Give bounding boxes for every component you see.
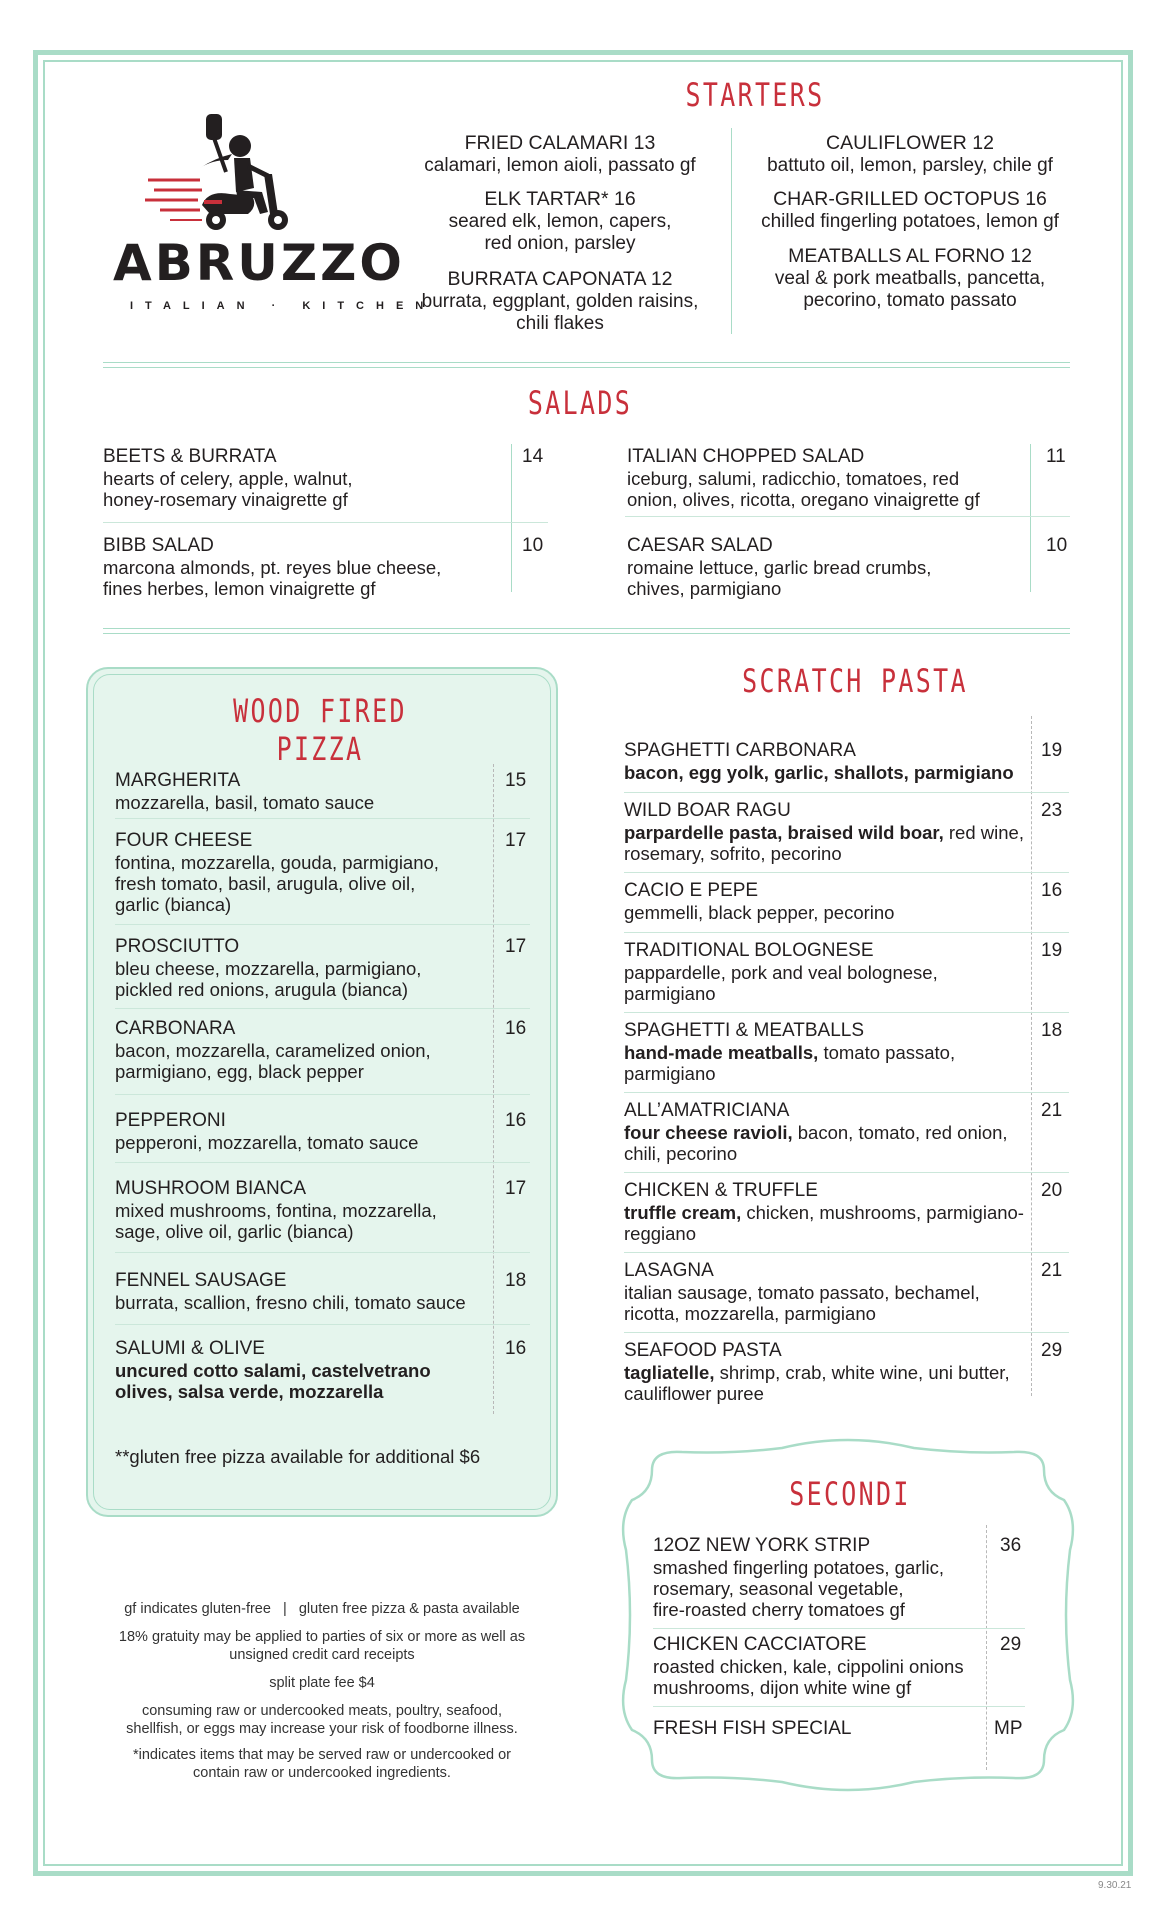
pasta-row-divider <box>624 1092 1069 1093</box>
note-split-plate: split plate fee $4 <box>269 1675 375 1691</box>
pasta-item-desc-bold: parpardelle pasta, braised wild boar, <box>624 822 944 843</box>
pasta-item-desc-regular: italian sausage, tomato passato, bechamel, <box>624 1282 980 1303</box>
secondi-ny-strip: 12OZ NEW YORK STRIP smashed fingerling potatoes, garlic, rosemary, seasonal vegetable, fire-roasted cherry tomatoes gf <box>653 1535 945 1620</box>
pasta-item-desc-line2: cauliflower puree <box>624 1383 764 1404</box>
pasta-row-divider <box>624 792 1069 793</box>
logo-wordmark: ABRUZZO <box>113 234 405 292</box>
starters-title: STARTERS <box>685 76 825 114</box>
pizza-mushroom-bianca: MUSHROOM BIANCA mixed mushrooms, fontina, mozzarella, sage, olive oil, garlic (bianca) <box>115 1178 437 1242</box>
note-raw-line2: shellfish, or eggs may increase your risk of foodborne illness. <box>126 1721 518 1737</box>
pasta-item-price: 16 <box>1041 880 1063 901</box>
pasta-item <box>624 1100 1039 1164</box>
pasta-item-desc-line2: rosemary, sofrito, pecorino <box>624 843 842 864</box>
pizza-fennel-sausage: FENNEL SAUSAGE burrata, scallion, fresno chili, tomato sauce <box>115 1270 466 1313</box>
pizza-row-divider <box>115 1162 530 1163</box>
notes-block <box>86 1600 558 1782</box>
starter-elk-tartar: ELK TARTAR* 16 seared elk, lemon, capers, red onion, parsley <box>448 188 672 254</box>
pasta-item-price: 21 <box>1041 1100 1063 1121</box>
pasta-item-name: SEAFOOD PASTA <box>624 1340 782 1361</box>
pasta-item <box>624 740 1039 783</box>
pasta-item-desc-line1 <box>624 762 1039 783</box>
pasta-item <box>624 880 1039 923</box>
pasta-row-divider <box>624 1172 1069 1173</box>
pasta-row-divider <box>624 932 1069 933</box>
pizza-title: WOOD FIRED PIZZA <box>233 692 407 768</box>
pasta-item-desc-bold: tagliatelle, <box>624 1362 715 1383</box>
pasta-item-name: ALL’AMATRICIANA <box>624 1100 790 1121</box>
secondi-fresh-fish-price: MP <box>994 1718 1023 1739</box>
pizza-salumi-olive: SALUMI & OLIVE uncured cotto salami, castelvetrano olives, salsa verde, mozzarella <box>115 1338 431 1402</box>
starter-cauliflower: CAULIFLOWER 12 battuto oil, lemon, parsley, chile gf <box>767 132 1053 176</box>
pasta-title: SCRATCH PASTA <box>742 662 968 700</box>
salad-italian-chopped: ITALIAN CHOPPED SALAD iceburg, salumi, radicchio, tomatoes, red onion, olives, ricotta, oregano vinaigrette gf <box>627 446 980 510</box>
salads-title: SALADS <box>527 384 633 422</box>
date-code: 9.30.21 <box>1098 1880 1132 1891</box>
pasta-item-name: WILD BOAR RAGU <box>624 800 791 821</box>
secondi-title: SECONDI <box>789 1475 911 1513</box>
pasta-item-name: CACIO E PEPE <box>624 880 759 901</box>
pasta-item-price: 20 <box>1041 1180 1063 1201</box>
pasta-item-name: TRADITIONAL BOLOGNESE <box>624 940 874 961</box>
note-star-line1: *indicates items that may be served raw or undercooked or <box>133 1747 511 1763</box>
pasta-item <box>624 1180 1039 1244</box>
pasta-item-desc-regular: gemmelli, black pepper, pecorino <box>624 902 895 923</box>
pasta-item-desc-regular: red wine, <box>943 822 1024 843</box>
pizza-mushroom-bianca-price: 17 <box>505 1178 527 1199</box>
pasta-item-desc-bold: hand-made meatballs, <box>624 1042 819 1063</box>
pasta-row-divider <box>624 1332 1069 1333</box>
pasta-item <box>624 1260 1039 1324</box>
pizza-row-divider <box>115 1094 530 1095</box>
pizza-carbonara: CARBONARA bacon, mozzarella, caramelized onion, parmigiano, egg, black pepper <box>115 1018 431 1082</box>
secondi-ny-strip-price: 36 <box>1000 1535 1022 1556</box>
pasta-item-desc-regular: tomato passato, <box>818 1042 956 1063</box>
pasta-item-desc-line2: reggiano <box>624 1223 697 1244</box>
pasta-item-desc-line1 <box>624 822 1039 843</box>
salads-row-divider-right <box>625 516 1070 517</box>
pasta-item-desc-line2: parmigiano <box>624 983 716 1004</box>
starter-octopus: CHAR-GRILLED OCTOPUS 16 chilled fingerling potatoes, lemon gf <box>761 188 1059 232</box>
pizza-row-divider <box>115 1008 530 1009</box>
pizza-pepperoni: PEPPERONI pepperoni, mozzarella, tomato sauce <box>115 1110 419 1153</box>
pasta-item-desc-regular: bacon, tomato, red onion, <box>792 1122 1008 1143</box>
pasta-item-price: 19 <box>1041 940 1063 961</box>
starter-meatballs: MEATBALLS AL FORNO 12 veal & pork meatballs, pancetta, pecorino, tomato passato <box>774 245 1046 311</box>
section-rule <box>103 362 1070 368</box>
secondi-chicken-cacciatore: CHICKEN CACCIATORE roasted chicken, kale, cippolini onions mushrooms, dijon white wine gf <box>653 1634 964 1698</box>
pasta-item-price: 23 <box>1041 800 1063 821</box>
note-gluten-free: gf indicates gluten-free | gluten free pizza & pasta available <box>124 1601 520 1617</box>
salad-bibb-price: 10 <box>522 535 544 556</box>
pizza-fennel-sausage-price: 18 <box>505 1270 527 1291</box>
pasta-item-price: 19 <box>1041 740 1063 761</box>
note-gratuity-line1: 18% gratuity may be applied to parties of six or more as well as <box>118 1629 526 1645</box>
pasta-item <box>624 1340 1039 1404</box>
pasta-item-desc-line1 <box>624 902 1039 923</box>
pasta-item-name: SPAGHETTI & MEATBALLS <box>624 1020 865 1041</box>
pizza-margherita: MARGHERITA mozzarella, basil, tomato sauce <box>115 770 375 813</box>
starter-burrata-caponata: BURRATA CAPONATA 12 burrata, eggplant, golden raisins, chili flakes <box>421 268 699 334</box>
pasta-item-desc-line2: parmigiano <box>624 1063 716 1084</box>
note-gratuity-line2: unsigned credit card receipts <box>229 1647 415 1663</box>
pizza-prosciutto-price: 17 <box>505 936 527 957</box>
pasta-item-desc-line1 <box>624 1202 1039 1223</box>
pasta-item-price: 18 <box>1041 1020 1063 1041</box>
starters-divider <box>731 128 732 334</box>
pizza-margherita-price: 15 <box>505 770 527 791</box>
pizza-row-divider <box>115 1252 530 1253</box>
pizza-gluten-free-note: **gluten free pizza available for additional $6 <box>115 1446 481 1467</box>
pasta-item-price: 21 <box>1041 1260 1063 1281</box>
logo-tagline: ITALIAN · KITCHEN <box>130 300 436 312</box>
salad-beets-burrata-price: 14 <box>522 446 544 467</box>
pasta-item-desc-line1 <box>624 1282 1039 1303</box>
pasta-item-desc-bold: bacon, egg yolk, garlic, shallots, parmigiano <box>624 762 1014 783</box>
pasta-item-desc-line2: chili, pecorino <box>624 1143 738 1164</box>
secondi-row-divider <box>653 1628 1025 1629</box>
pizza-prosciutto: PROSCIUTTO bleu cheese, mozzarella, parmigiano, pickled red onions, arugula (bianca) <box>115 936 422 1000</box>
pasta-row-divider <box>624 1012 1069 1013</box>
pasta-item-desc-bold: four cheese ravioli, <box>624 1122 793 1143</box>
pasta-item-desc-line1 <box>624 1362 1039 1383</box>
pasta-item-name: SPAGHETTI CARBONARA <box>624 740 856 761</box>
salad-caesar: CAESAR SALAD romaine lettuce, garlic bread crumbs, chives, parmigiano <box>627 535 932 599</box>
pasta-item-desc-regular: chicken, mushrooms, parmigiano- <box>741 1202 1024 1223</box>
scooter-rider-logo-icon <box>140 110 320 235</box>
secondi-chicken-cacciatore-price: 29 <box>1000 1634 1022 1655</box>
pasta-item-desc-regular: pappardelle, pork and veal bolognese, <box>624 962 938 983</box>
pasta-item-desc-line1 <box>624 1042 1039 1063</box>
note-star-line2: contain raw or undercooked ingredients. <box>193 1765 451 1781</box>
secondi-row-divider <box>653 1706 1025 1707</box>
salads-price-divider-right <box>1030 444 1031 592</box>
secondi-fresh-fish: FRESH FISH SPECIAL <box>653 1718 852 1739</box>
pasta-item-desc-line1 <box>624 1122 1039 1143</box>
pizza-pepperoni-price: 16 <box>505 1110 527 1131</box>
pizza-row-divider <box>115 818 530 819</box>
pasta-item-desc-bold: truffle cream, <box>624 1202 742 1223</box>
salad-beets-burrata: BEETS & BURRATA hearts of celery, apple, walnut, honey-rosemary vinaigrette gf <box>103 446 353 510</box>
pizza-salumi-olive-bold-desc: olives, salsa verde, mozzarella <box>115 1381 384 1402</box>
pasta-item-desc-line2: ricotta, mozzarella, parmigiano <box>624 1303 876 1324</box>
note-raw-line1: consuming raw or undercooked meats, poultry, seafood, <box>141 1703 502 1719</box>
pasta-item-name: LASAGNA <box>624 1260 714 1281</box>
pasta-row-divider <box>624 1252 1069 1253</box>
pizza-four-cheese: FOUR CHEESE fontina, mozzarella, gouda, parmigiano, fresh tomato, basil, arugula, olive oil, garlic (bianca) <box>115 830 439 915</box>
pasta-item-price: 29 <box>1041 1340 1063 1361</box>
pizza-row-divider <box>115 1324 530 1325</box>
salad-italian-chopped-price: 11 <box>1046 446 1066 467</box>
pasta-item <box>624 1020 1039 1084</box>
pasta-item <box>624 800 1039 864</box>
starter-fried-calamari: FRIED CALAMARI 13 calamari, lemon aioli, passato gf <box>424 132 696 176</box>
pasta-item-name: CHICKEN & TRUFFLE <box>624 1180 818 1201</box>
pasta-item <box>624 940 1039 1004</box>
pizza-salumi-olive-price: 16 <box>505 1338 527 1359</box>
pizza-row-divider <box>115 924 530 925</box>
pizza-carbonara-price: 16 <box>505 1018 527 1039</box>
section-rule <box>103 628 1070 634</box>
pizza-four-cheese-price: 17 <box>505 830 527 851</box>
salad-caesar-price: 10 <box>1046 535 1068 556</box>
salad-bibb: BIBB SALAD marcona almonds, pt. reyes blue cheese, fines herbes, lemon vinaigrette gf <box>103 535 442 599</box>
pasta-item-desc-regular: shrimp, crab, white wine, uni butter, <box>714 1362 1010 1383</box>
pasta-row-divider <box>624 872 1069 873</box>
salads-row-divider-left <box>103 522 548 523</box>
pasta-item-desc-line1 <box>624 962 1039 983</box>
